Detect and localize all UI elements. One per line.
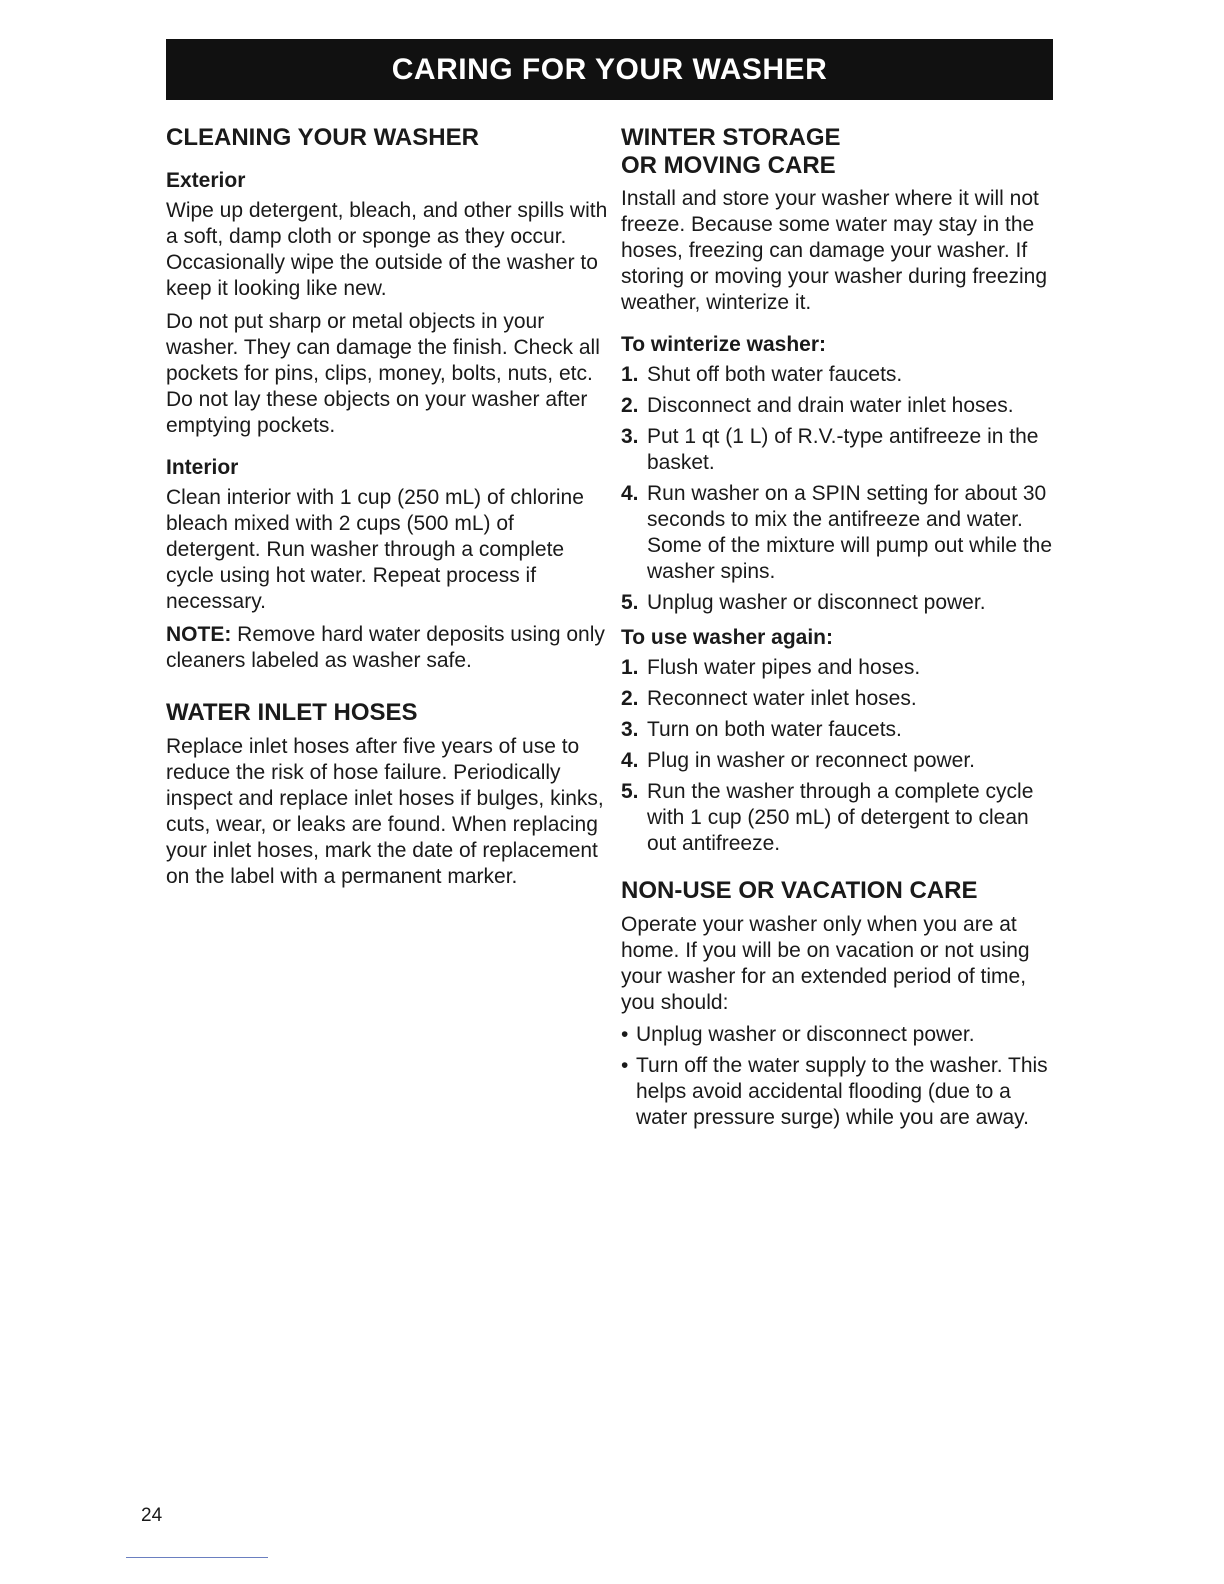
vacation-bullets bbox=[621, 1022, 1061, 1131]
list-item: 1. Shut off both water faucets. bbox=[621, 363, 903, 386]
page-number: 24 bbox=[141, 1505, 163, 1526]
list-item: 3. Turn on both water faucets. bbox=[621, 718, 902, 741]
hoses-paragraph: Replace inlet hoses after five years of use to reduce the risk of hose failure. Periodically inspect and replace inlet hoses if bulges, kinks, cuts, wear, or leaks are found. When replacing your inlet hoses, mark the date of replacement on the label with a permanent marker. bbox=[166, 735, 604, 888]
hoses-heading: WATER INLET HOSES bbox=[166, 699, 418, 726]
right-column bbox=[621, 124, 1061, 1131]
left-column bbox=[166, 124, 611, 890]
note-text: Remove hard water deposits using only cleaners labeled as washer safe. bbox=[166, 623, 605, 672]
list-item: 2. Disconnect and drain water inlet hoses. bbox=[621, 394, 1014, 417]
winterize-heading: To winterize washer: bbox=[621, 333, 826, 356]
list-item: 3. Put 1 qt (1 L) of R.V.-type antifreeze in the basket. bbox=[621, 425, 1039, 474]
interior-paragraph: Clean interior with 1 cup (250 mL) of chlorine bleach mixed with 2 cups (500 mL) of detergent. Run washer through a complete cycle using hot water. Repeat process if necessary. bbox=[166, 486, 584, 613]
list-item: 5. Unplug washer or disconnect power. bbox=[621, 591, 986, 614]
footer-rule bbox=[126, 1557, 268, 1558]
winter-heading-line2: OR MOVING CARE bbox=[621, 152, 836, 179]
list-item: • Unplug washer or disconnect power. bbox=[621, 1023, 975, 1046]
note-paragraph bbox=[166, 622, 611, 674]
note-label: NOTE: bbox=[166, 623, 232, 646]
list-item: 1. Flush water pipes and hoses. bbox=[621, 656, 921, 679]
vacation-heading: NON-USE OR VACATION CARE bbox=[621, 877, 978, 904]
exterior-paragraph-2: Do not put sharp or metal objects in your washer. They can damage the finish. Check all pockets for pins, clips, money, bolts, nuts, etc. Do not lay these objects on your washer after emptying pockets. bbox=[166, 310, 600, 437]
cleaning-heading: CLEANING YOUR WASHER bbox=[166, 124, 479, 151]
reuse-heading: To use washer again: bbox=[621, 626, 833, 649]
list-item: 5. Run the washer through a complete cycle with 1 cup (250 mL) of detergent to clean out antifreeze. bbox=[621, 780, 1034, 855]
vacation-intro: Operate your washer only when you are at home. If you will be on vacation or not using your washer for an extended period of time, you should: bbox=[621, 913, 1030, 1014]
list-item: 4. Run washer on a SPIN setting for about 30 seconds to mix the antifreeze and water. Some of the mixture will pump out while the washer spins. bbox=[621, 482, 1053, 583]
exterior-paragraph-1: Wipe up detergent, bleach, and other spills with a soft, damp cloth or sponge as they occur. Occasionally wipe the outside of the washer to keep it looking like new. bbox=[166, 199, 608, 300]
list-item: 2. Reconnect water inlet hoses. bbox=[621, 687, 917, 710]
page-banner bbox=[166, 39, 1053, 100]
winter-heading-line1: WINTER STORAGE bbox=[621, 124, 841, 151]
interior-heading: Interior bbox=[166, 456, 239, 479]
list-item: • Turn off the water supply to the washer. This helps avoid accidental flooding (due to a water pressure surge) while you are away. bbox=[621, 1054, 1048, 1129]
list-item: 4. Plug in washer or reconnect power. bbox=[621, 749, 976, 772]
winter-intro: Install and store your washer where it will not freeze. Because some water may stay in the hoses, freezing can damage your washer. If storing or moving your washer during freezing weather, winterize it. bbox=[621, 187, 1048, 314]
exterior-heading: Exterior bbox=[166, 169, 246, 192]
reuse-steps bbox=[621, 655, 1061, 857]
page-title: CARING FOR YOUR WASHER bbox=[391, 52, 828, 86]
winterize-steps bbox=[621, 362, 1061, 616]
